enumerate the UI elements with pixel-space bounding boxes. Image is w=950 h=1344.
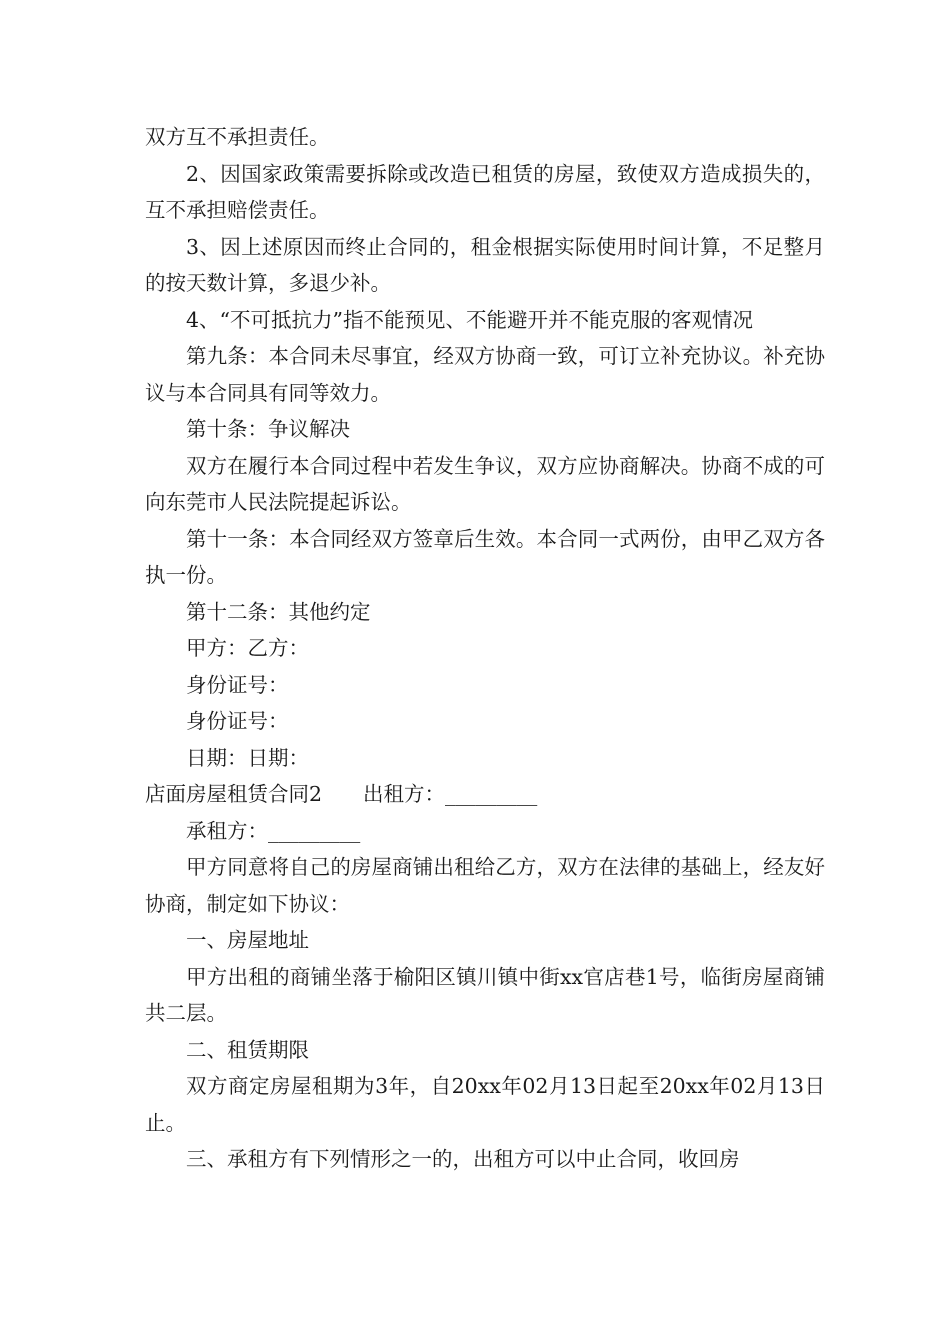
date-line: 日期：日期： <box>186 745 309 770</box>
paragraph: 2、因国家政策需要拆除或改造已租赁的房屋，致使双方造成损失的，互不承担赔偿责任。 <box>145 161 825 222</box>
signature-line: 甲方：乙方： <box>186 636 309 660</box>
section-heading: 第十条：争议解决 <box>186 417 350 441</box>
paragraph: 甲方同意将自己的房屋商铺出租给乙方，双方在法律的基础上，经友好协商，制定如下协议： <box>145 855 825 916</box>
paragraph: 第十一条：本合同经双方签章后生效。本合同一式两份，由甲乙双方各执一份。 <box>145 526 825 587</box>
section-heading: 一、房屋地址 <box>186 928 309 952</box>
id-number-line: 身份证号： <box>186 709 289 733</box>
lessee-line: 承租方：_________ <box>186 818 361 843</box>
document-body <box>145 119 825 1178</box>
paragraph: 双方互不承担责任。 <box>145 125 330 149</box>
paragraph: 甲方出租的商铺坐落于榆阳区镇川镇中街xx官店巷1号，临街房屋商铺共二层。 <box>145 964 825 1025</box>
paragraph: 双方在履行本合同过程中若发生争议，双方应协商解决。协商不成的可向东莞市人民法院提起诉讼。 <box>145 453 825 514</box>
paragraph: 第九条：本合同未尽事宜，经双方协商一致，可订立补充协议。补充协议与本合同具有同等效力。 <box>145 344 825 405</box>
paragraph: 4、“不可抵抗力”指不能预见、不能避开并不能克服的客观情况 <box>186 307 754 332</box>
section-heading: 第十二条：其他约定 <box>186 599 371 624</box>
contract-title-line: 店面房屋租赁合同2 出租方：_________ <box>145 782 538 806</box>
section-heading: 二、租赁期限 <box>186 1037 309 1062</box>
paragraph: 双方商定房屋租期为3年，自20xx年02月13日起至20xx年02月13日止。 <box>145 1074 825 1135</box>
id-number-line: 身份证号： <box>186 672 289 697</box>
paragraph: 三、承租方有下列情形之一的，出租方可以中止合同，收回房 <box>186 1147 740 1171</box>
paragraph: 3、因上述原因而终止合同的，租金根据实际使用时间计算，不足整月的按天数计算，多退少补。 <box>145 234 825 295</box>
